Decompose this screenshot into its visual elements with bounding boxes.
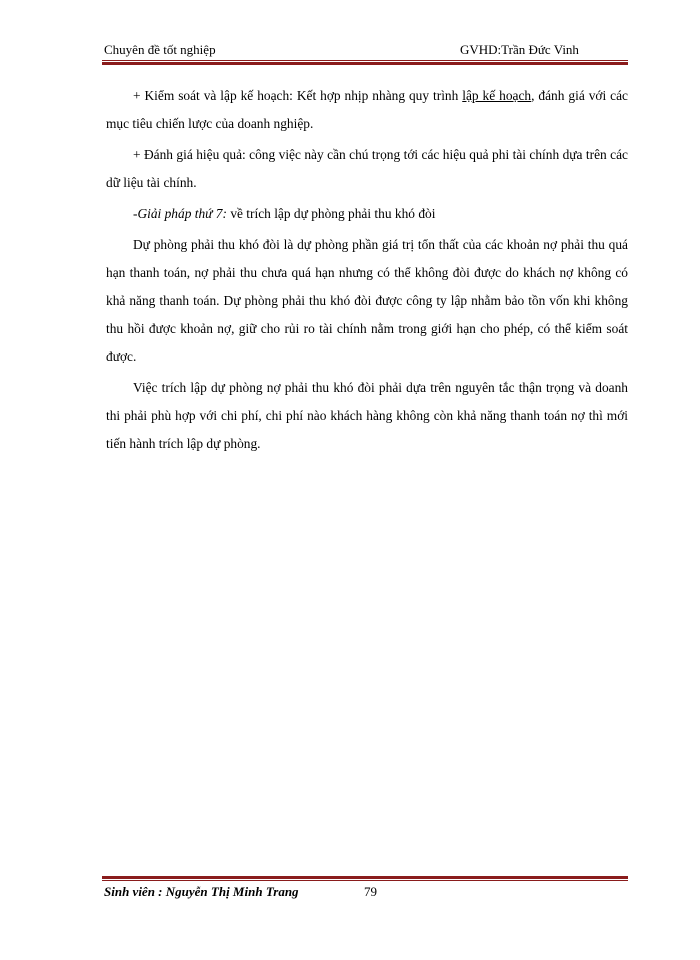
page-number: 79 [364, 884, 377, 899]
paragraph-provision: Dự phòng phải thu khó đòi là dự phòng phần giá trị tổn thất của các khoản nợ phải thu quá hạn thanh toán, nợ phải thu chưa quá hạn nhưng có thể không đòi được do khách nợ không có khả năng thanh toán. Dự phòng phải thu khó đòi được công ty lập nhằm bảo tồn vốn khi không thu hồi được khoản nợ, giữ cho rủi ro tài chính nằm trong giới hạn cho phép, có thể kiểm soát được. [106, 237, 628, 364]
header-supervisor: GVHD:Trần Đức Vinh [460, 42, 579, 57]
solution-title: về trích lập dự phòng phải thu khó đòi [226, 206, 436, 221]
footer-rule [102, 876, 628, 881]
paragraph-planning [106, 82, 628, 138]
solution-heading [106, 200, 628, 228]
planning-link[interactable]: lập kế hoạch [462, 88, 532, 103]
planning-text: + Kiểm soát và lập kế hoạch: Kết hợp nhịp nhàng quy trình [133, 88, 463, 103]
paragraph-provision-principle: Việc trích lập dự phòng nợ phải thu khó đòi phải dựa trên nguyên tắc thận trọng và doanh thi phải phù hợp với chi phí, chi phí nào khách hàng không còn khả năng thanh toán nợ thì mới tiến hành trích lập dự phòng. [106, 380, 628, 451]
footer-student: Sinh viên : Nguyễn Thị Minh Trang [104, 884, 299, 899]
paragraph-effectiveness: + Đánh giá hiệu quả: công việc này cần chú trọng tới các hiệu quả phi tài chính dựa trên các dữ liệu tài chính. [106, 147, 628, 190]
solution-label: -Giải pháp thứ 7: [133, 206, 227, 221]
header-title: Chuyên đề tốt nghiệp [104, 42, 216, 57]
header-rule [102, 60, 628, 65]
planning-text-end: , đánh giá với các mục tiêu chiến lược của doanh nghiệp. [106, 88, 628, 131]
page-content [106, 82, 628, 458]
